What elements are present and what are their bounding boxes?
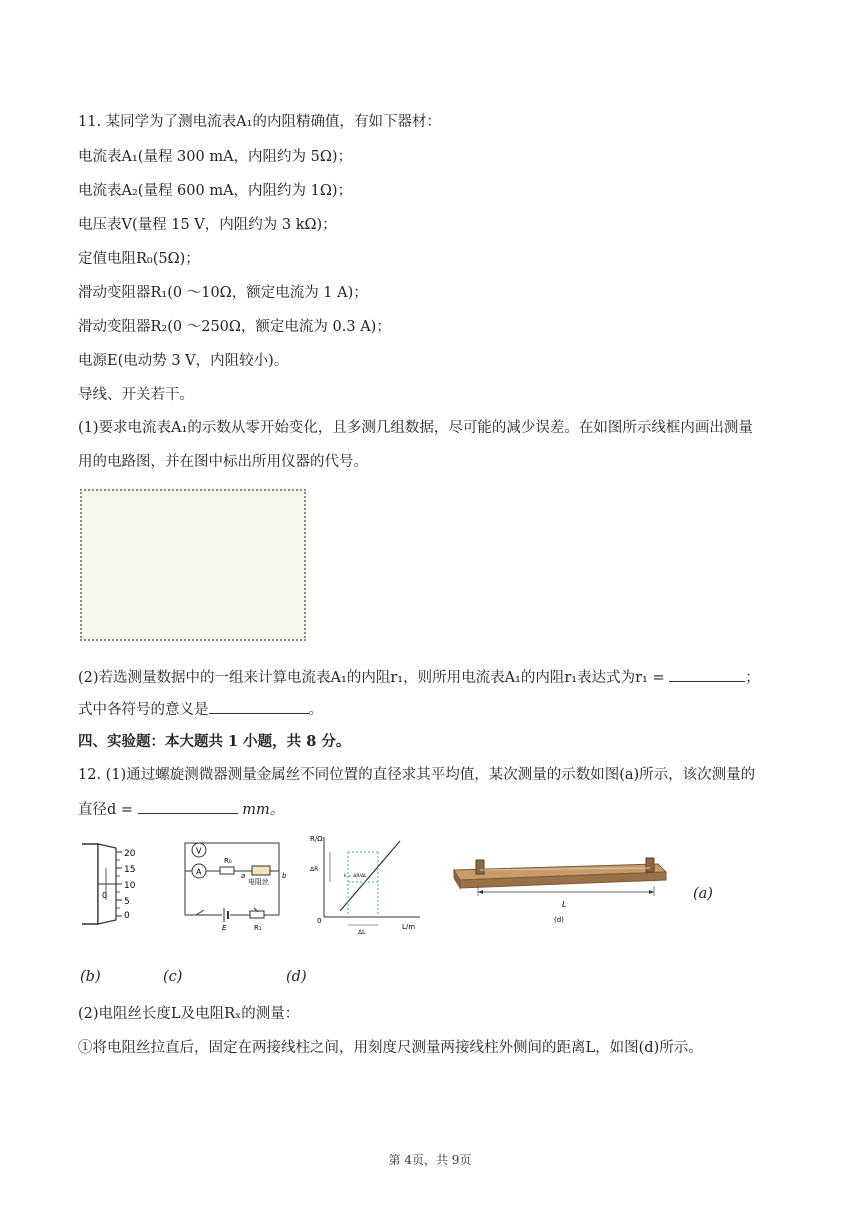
node-a-label: a <box>241 872 246 880</box>
scale-label-5: 5 <box>124 897 130 907</box>
r0-label: R₀ <box>224 857 232 865</box>
q11-part1-line1: (1)要求电流表A₁的示数从零开始变化，且多测几组数据，尽可能的减少误差。在如图所示线框内画出测量 <box>78 420 753 436</box>
main-scale-label: 0 <box>102 891 108 900</box>
voltmeter-label: V <box>196 846 202 856</box>
ammeter-label: A <box>196 867 202 877</box>
q11-item-r1: 滑动变阻器R₁(0 ～10Ω，额定电流为 1 A)； <box>78 285 368 301</box>
circuit-answer-box[interactable] <box>80 489 306 641</box>
q11-item-wires: 导线、开关若干。 <box>78 387 194 403</box>
slope-formula: k = ΔR/ΔL <box>344 874 367 879</box>
q12-part1-line1: 12. (1)通过螺旋测微器测量金属丝不同位置的直径求其平均值，某次测量的示数如图(a)所示，该次测量的 <box>78 767 756 783</box>
graph-origin-label: 0 <box>317 917 322 925</box>
q11-part2-line1 <box>78 667 760 688</box>
node-b-label: b <box>282 872 287 880</box>
resistance-wire-icon <box>252 866 270 875</box>
delta-l-label: ΔL <box>358 929 366 936</box>
rheostat-icon <box>250 911 264 918</box>
section-title: 四、实验题：本大题共 1 小题，共 8 分。 <box>78 733 351 750</box>
caption-c: (c) <box>163 969 183 985</box>
right-terminal-icon <box>646 858 654 872</box>
length-label: L <box>562 900 567 909</box>
q11-part2-line2 <box>78 699 323 720</box>
source-label: E <box>222 924 227 932</box>
caption-a: (a) <box>693 886 713 902</box>
scale-label-10: 10 <box>124 881 136 891</box>
q11-item-a1: 电流表A₁(量程 300 mA，内阻约为 5Ω)； <box>78 149 353 165</box>
left-terminal-icon <box>476 860 484 874</box>
q11-item-v: 电压表V(量程 15 V，内阻约为 3 kΩ)； <box>78 217 337 233</box>
q11-item-r2: 滑动变阻器R₂(0 ～250Ω，额定电流为 0.3 A)； <box>78 319 391 335</box>
scale-label-0: 0 <box>124 911 130 921</box>
q11-part1-line2: 用的电路图，并在图中标出所用仪器的代号。 <box>78 454 368 470</box>
q12-part1-line2 <box>78 799 284 820</box>
symbol-meaning-blank[interactable] <box>209 699 309 714</box>
q11-item-e: 电源E(电动势 3 V，内阻较小)。 <box>78 353 289 369</box>
ruler-fig-label: (d) <box>554 916 564 924</box>
q12-diameter-label: 直径d = <box>78 802 134 818</box>
micrometer-figure <box>80 838 152 930</box>
wire-ruler-figure <box>450 856 676 932</box>
caption-b: (b) <box>80 969 101 985</box>
rheostat-label: R₁ <box>254 924 262 932</box>
scale-label-15: 15 <box>124 865 136 875</box>
q11-item-r0: 定值电阻R₀(5Ω)； <box>78 251 200 267</box>
q12-unit: mm。 <box>242 802 285 818</box>
caption-d: (d) <box>286 969 307 985</box>
delta-r-label: ΔR <box>310 866 319 873</box>
q12-step1: ①将电阻丝拉直后，固定在两接线柱之间，用刻度尺测量两接线柱外侧间的距离L，如图(d)所示。 <box>78 1040 703 1056</box>
q11-part2-text: (2)若选测量数据中的一组来计算电流表A₁的内阻r₁，则所用电流表A₁的内阻r₁表达式为r₁ = <box>78 670 665 686</box>
q11-part2-meaning-end: 。 <box>308 702 323 718</box>
diameter-blank[interactable] <box>138 799 238 814</box>
page-footer: 第 4页，共 9页 <box>388 1153 472 1167</box>
graph-y-axis-label: R/Ω <box>310 835 323 843</box>
resistor-r0-icon <box>220 867 234 874</box>
q11-item-a2: 电流表A₂(量程 600 mA，内阻约为 1Ω)； <box>78 183 353 199</box>
q12-part2-title: (2)电阻丝长度L及电阻Rₓ的测量： <box>78 1006 300 1022</box>
r1-expression-blank[interactable] <box>669 667 745 682</box>
switch-icon <box>196 910 204 915</box>
q11-intro: 11. 某同学为了测电流表A₁的内阻精确值，有如下器材： <box>78 114 441 130</box>
circuit-figure <box>182 838 287 932</box>
q11-part2-end: ； <box>745 670 760 686</box>
scale-label-20: 20 <box>124 849 136 859</box>
q11-part2-meaning: 式中各符号的意义是 <box>78 702 209 718</box>
r-l-graph <box>308 833 424 937</box>
wire-label: 电阻丝 <box>248 878 269 886</box>
graph-x-axis-label: L/m <box>402 923 416 931</box>
